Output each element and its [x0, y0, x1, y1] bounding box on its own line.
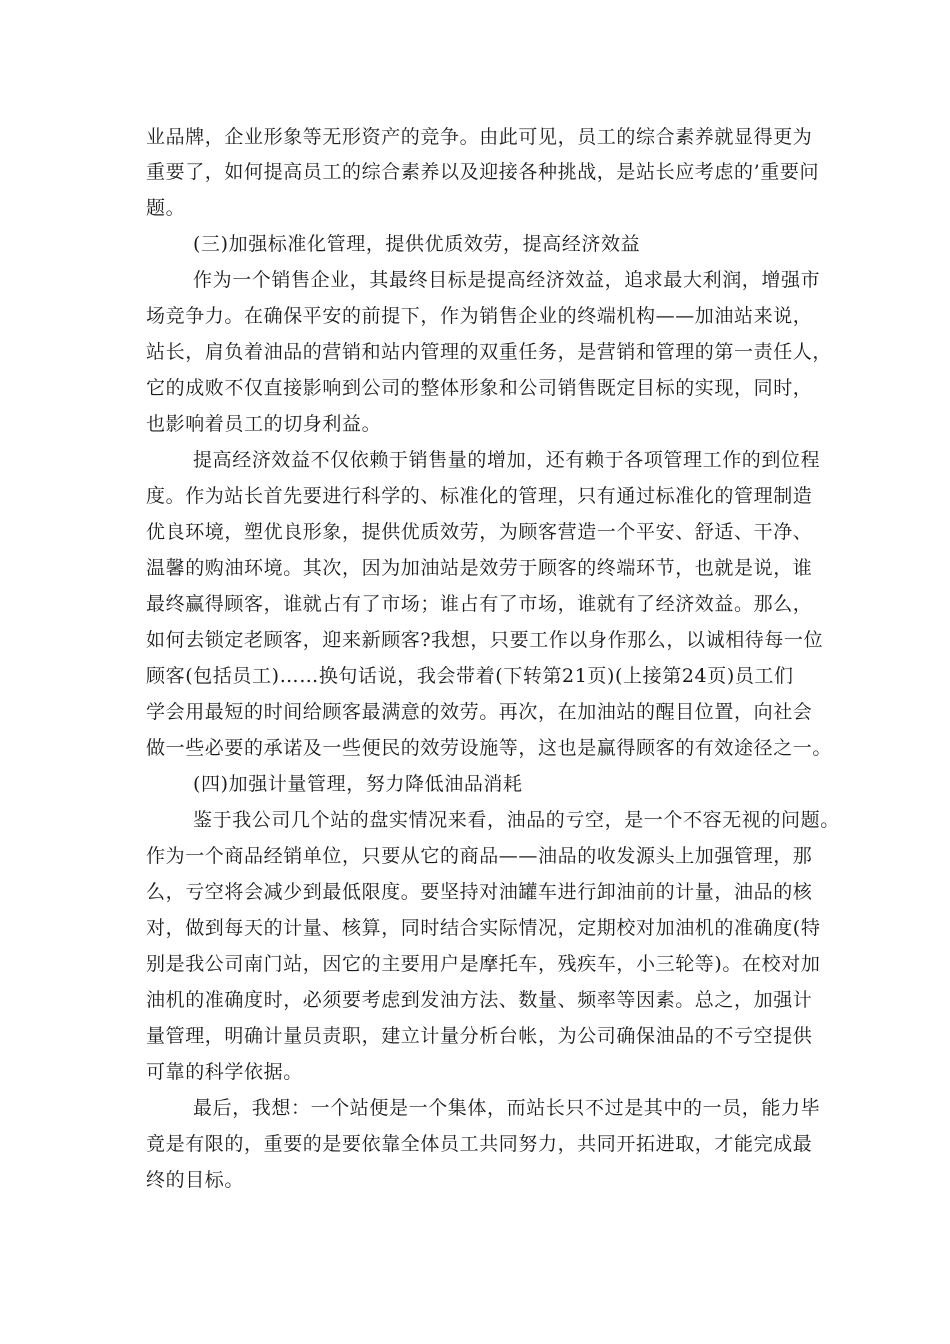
text-line: 学会用最短的时间给顾客最满意的效劳。再次，在加油站的醒目位置，向社会: [146, 701, 813, 723]
text-line: 度。作为站长首先要进行科学的、标准化的管理，只有通过标准化的管理制造: [146, 485, 813, 507]
text-line: 作为一个销售企业，其最终目标是提高经济效益，追求最大利润，增强市: [193, 269, 821, 291]
text-line: 对，做到每天的计量、核算，同时结合实际情况，定期校对加油机的准确度(特: [146, 917, 821, 939]
text-line: 做一些必要的承诺及一些便民的效劳设施等，这也是赢得顾客的有效途径之一。: [146, 737, 833, 759]
text-line: 顾客(包括员工)……换句话说，我会带着(下转第21页)(上接第24页)员工们: [146, 665, 794, 687]
text-line: 作为一个商品经销单位，只要从它的商品——油品的收发源头上加强管理，那: [146, 845, 813, 867]
section-heading: (四)加强计量管理，努力降低油品消耗: [193, 773, 523, 795]
text-line: 站长，肩负着油品的营销和站内管理的双重任务，是营销和管理的第一责任人，: [146, 341, 833, 363]
text-line: 别是我公司南门站，因它的主要用户是摩托车，残疾车，小三轮等)。在校对加: [146, 953, 821, 975]
text-line: 提高经济效益不仅依赖于销售量的增加，还有赖于各项管理工作的到位程: [193, 449, 821, 471]
text-line: 如何去锁定老顾客，迎来新顾客?我想，只要工作以身作那么，以诚相待每一位: [146, 629, 824, 651]
text-line: 油机的准确度时，必须要考虑到发油方法、数量、频率等因素。总之，加强计: [146, 989, 813, 1011]
text-line: 鉴于我公司几个站的盘实情况来看，油品的亏空，是一个不容无视的问题。: [193, 809, 840, 831]
text-line: 么，亏空将会减少到最低限度。要坚持对油罐车进行卸油前的计量，油品的核: [146, 881, 813, 903]
section-heading: (三)加强标准化管理，提供优质效劳，提高经济效益: [193, 233, 641, 255]
text-line: 也影响着员工的切身利益。: [146, 413, 382, 435]
text-line: 题。: [146, 197, 186, 219]
text-line: 业品牌，企业形象等无形资产的竞争。由此可见，员工的综合素养就显得更为: [146, 126, 813, 148]
text-line: 竟是有限的，重要的是要依靠全体员工共同努力，共同开拓进取，才能完成最: [146, 1133, 813, 1155]
text-line: 场竞争力。在确保平安的前提下，作为销售企业的终端机构——加油站来说，: [146, 305, 813, 327]
text-line: 最终赢得顾客，谁就占有了市场；谁占有了市场，谁就有了经济效益。那么，: [146, 593, 813, 615]
text-line: 终的目标。: [146, 1169, 245, 1191]
text-line: 重要了，如何提高员工的综合素养以及迎接各种挑战，是站长应考虑的’重要问: [146, 161, 820, 183]
text-line: 温馨的购油环境。其次，因为加油站是效劳于顾客的终端环节，也就是说，谁: [146, 557, 813, 579]
text-line: 优良环境，塑优良形象，提供优质效劳，为顾客营造一个平安、舒适、干净、: [146, 521, 813, 543]
text-line: 它的成败不仅直接影响到公司的整体形象和公司销售既定目标的实现，同时，: [146, 377, 813, 399]
text-line: 量管理，明确计量员责职，建立计量分析台帐，为公司确保油品的不亏空提供: [146, 1025, 813, 1047]
text-line: 最后，我想：一个站便是一个集体，而站长只不过是其中的一员，能力毕: [193, 1097, 821, 1119]
text-line: 可靠的科学依据。: [146, 1061, 303, 1083]
